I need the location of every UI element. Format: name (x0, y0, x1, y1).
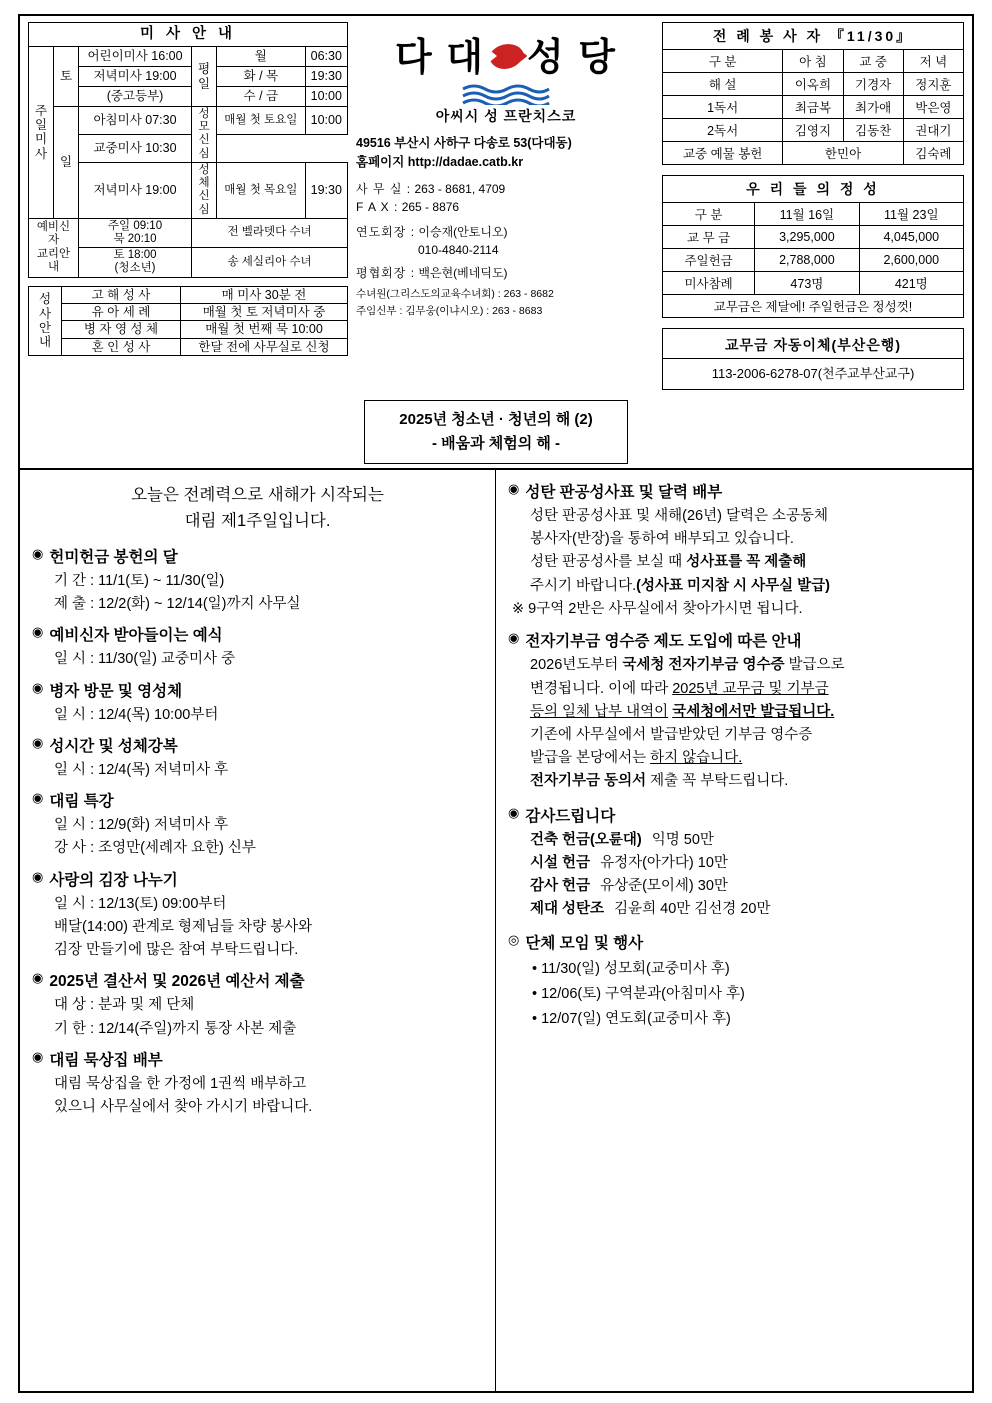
announcement-item (32, 623, 483, 671)
year-theme-line2: - 배움과 체험의 해 - (431, 435, 561, 452)
sacrament-desc: 매 미사 30분 전 (181, 286, 348, 303)
mass-row-header: 주 일 미 사 (29, 47, 54, 219)
bullet-icon: ◉ (32, 970, 44, 986)
liturgy-cell: 한민아 (783, 142, 903, 165)
bullet-icon: ◉ (32, 868, 44, 884)
header-area (20, 16, 972, 394)
liturgy-cell: 최금복 (783, 96, 843, 119)
homepage-line (356, 153, 656, 172)
parish-logo (356, 26, 656, 126)
year-theme-banner (20, 400, 972, 464)
announcement-item (32, 734, 483, 782)
event-text: 12/07(일) 연도회(교중미사 후) (541, 1011, 731, 1028)
sacrament-name: 병 자 영 성 체 (62, 321, 181, 338)
item-line-rich: 전자기부금 동의서 제출 꼭 부탁드립니다. (530, 773, 789, 790)
announcement-item (32, 545, 483, 616)
sacrament-name: 혼 인 성 사 (62, 338, 181, 355)
liturgy-cell: 기경자 (843, 73, 903, 96)
sacrament-name: 고 해 성 사 (62, 286, 181, 303)
catechumen-time-2: 토 18:00 (청소년) (79, 248, 192, 277)
sacrament-table (28, 286, 348, 357)
intro-text: 오늘은 전례력으로 새해가 시작되는 대림 제1주일입니다. (131, 486, 384, 531)
announcement-item (32, 868, 483, 963)
wed-fri-time: 10:00 (305, 87, 347, 107)
offering-cell: 421명 (859, 272, 963, 295)
offering-header: 11월 16일 (755, 203, 859, 226)
liturgy-cell: 최가애 (843, 96, 903, 119)
event-line: • 12/07(일) 연도회(교중미사 후) (532, 1011, 731, 1028)
donation-row (530, 852, 960, 875)
offering-cell: 2,788,000 (755, 249, 859, 272)
sacrament-desc: 매월 첫 토 저녁미사 중 (181, 304, 348, 321)
catechumen-person-2: 송 세실리아 수녀 (192, 248, 348, 277)
contact-value: 263 - 8683 (492, 304, 543, 317)
contact-label: 사 무 실 : (356, 181, 412, 196)
tue-thu-time: 19:30 (305, 67, 347, 87)
item-title: 예비신자 받아들이는 예식 (49, 627, 223, 645)
event-text: 12/06(토) 구역분과(아침미사 후) (541, 985, 745, 1002)
donation-who: 유상준(모이세) 30만 (600, 878, 728, 895)
monday-time: 06:30 (305, 47, 347, 67)
contact-value: 백은현(베네딕도) (418, 265, 508, 280)
announcement-item (508, 931, 960, 1032)
item-line: 있으니 사무실에서 찾아 가시기 바랍니다. (54, 1099, 313, 1116)
bullet-icon: ◉ (32, 679, 44, 695)
offering-cell: 473명 (755, 272, 859, 295)
bank-account: 113-2006-6278-07(천주교부산교구) (711, 366, 915, 381)
bullet-icon: ◉ (32, 545, 44, 561)
event-line: • 11/30(일) 성모회(교중미사 후) (532, 960, 730, 977)
announcement-item (508, 804, 960, 922)
contact-label: 평협회장 : (356, 265, 416, 280)
donation-row (530, 898, 960, 921)
offering-cell: 교 무 금 (663, 226, 755, 249)
contact-value: 이승재(안토니오) (418, 224, 508, 239)
monday-label: 월 (217, 47, 306, 67)
first-thursday-time: 19:30 (305, 162, 347, 218)
liturgy-cell: 박은영 (903, 96, 963, 119)
homepage-label: 홈페이지 (356, 154, 405, 169)
item-line: 대 상 : 분과 및 제 단체 (54, 997, 195, 1014)
first-saturday-label: 매월 첫 토요일 (217, 107, 306, 135)
right-tables-block (656, 22, 964, 390)
item-line: 제 출 : 12/2(화) ~ 12/14(일)까지 사무실 (54, 596, 301, 613)
item-title: 단체 모임 및 행사 (525, 935, 644, 953)
liturgy-cell: 김영지 (783, 119, 843, 142)
tue-thu-label: 화 / 목 (217, 67, 306, 87)
table-row (663, 249, 964, 272)
item-line: 일 시 : 12/13(토) 09:00부터 (54, 895, 227, 912)
contact-list (356, 180, 656, 320)
patron-saint: 아씨시 성 프란치스코 (435, 108, 577, 124)
item-note: ※ 9구역 2반은 사무실에서 찾아가시면 됩니다. (512, 600, 803, 617)
parish-address (356, 134, 656, 172)
event-line: • 12/06(토) 구역분과(아침미사 후) (532, 985, 745, 1002)
donation-kind: 시설 헌금 (530, 854, 591, 871)
contact-value: 010-4840-2114 (418, 243, 499, 258)
item-title: 대림 특강 (49, 793, 114, 811)
wed-fri-label: 수 / 금 (217, 87, 306, 107)
address-line: 49516 부산시 사하구 다송로 53(다대동) (356, 136, 572, 150)
item-line: 일 시 : 12/9(화) 저녁미사 후 (54, 817, 229, 834)
item-line: 기 한 : 12/14(주일)까지 통장 사본 제출 (54, 1020, 297, 1037)
item-line-rich: 변경됩니다. 이에 따라 2025년 교무금 및 기부금 (530, 680, 829, 697)
item-title: 전자기부금 영수증 제도 도입에 따른 안내 (525, 633, 802, 651)
item-title: 성시간 및 성체강복 (49, 737, 178, 755)
parish-identity-block (348, 22, 656, 390)
sacrament-desc: 한달 전에 사무실로 신청 (181, 338, 348, 355)
bullet-icon: ◉ (508, 481, 520, 496)
item-title: 병자 방문 및 영성체 (49, 682, 183, 700)
saturday-label: 토 (54, 47, 79, 107)
liturgy-cell: 교중 예물 봉헌 (663, 142, 783, 165)
offering-cell: 3,295,000 (755, 226, 859, 249)
first-thursday-label: 매월 첫 목요일 (217, 162, 306, 218)
liturgy-header: 구 분 (663, 50, 783, 73)
contact-row (356, 286, 656, 302)
contact-value: 263 - 8682 (503, 288, 554, 301)
item-title: 감사드립니다 (525, 807, 616, 825)
sacrament-label: 성 사 안 내 (29, 286, 62, 356)
sacrament-desc: 매월 첫 번째 묵 10:00 (181, 321, 348, 338)
liturgy-cell: 정지훈 (903, 73, 963, 96)
liturgy-header: 교 중 (843, 50, 903, 73)
left-announcements-column (20, 470, 496, 1391)
first-saturday-time-spacer (305, 134, 347, 162)
first-saturday-spacer (217, 134, 306, 162)
table-row (663, 272, 964, 295)
liturgy-title: 전 례 봉 사 자 『11/30』 (663, 23, 964, 50)
item-line-rich: 2026년도부터 국세청 전자기부금 영수증 발급으로 (530, 657, 845, 674)
bulletin-frame (18, 14, 974, 1393)
item-line: 일 시 : 11/30(일) 교중미사 중 (54, 651, 236, 668)
donation-who: 유정자(아가다) 10만 (600, 854, 728, 871)
bullet-icon: ◉ (32, 790, 44, 806)
child-mass: 어린이미사 16:00 (79, 47, 192, 67)
middle-high-note: (중고등부) (79, 87, 192, 107)
parish-name-line (395, 26, 617, 81)
parish-name-left: 다 대 (395, 37, 485, 79)
announcement-item (32, 679, 483, 727)
contact-row (356, 223, 656, 242)
item-line: 김장 만들기에 많은 참여 부탁드립니다. (54, 942, 299, 959)
liturgy-cell: 김숙례 (903, 142, 963, 165)
liturgy-header: 아 침 (783, 50, 843, 73)
contact-label: F A X : (356, 200, 399, 215)
item-title: 2025년 결산서 및 2026년 예산서 제출 (49, 973, 305, 991)
sacrament-name: 유 아 세 례 (62, 304, 181, 321)
contact-value: 263 - 8681, 4709 (414, 181, 506, 196)
morning-mass: 아침미사 07:30 (79, 107, 192, 135)
bank-title: 교무금 자동이체(부산은행) (663, 332, 963, 359)
catechumen-label: 예비신자 교리안내 (29, 218, 79, 277)
contact-label: 수녀원(그리스도의교육수녀회) : (356, 288, 501, 301)
donation-row (530, 875, 960, 898)
event-text: 11/30(일) 성모회(교중미사 후) (541, 960, 730, 977)
announcement-item (32, 789, 483, 860)
announcement-item (32, 1048, 483, 1119)
item-line: 일 시 : 12/4(목) 저녁미사 후 (54, 761, 229, 778)
offering-table (662, 175, 964, 318)
contact-row (356, 198, 656, 217)
offering-cell: 2,600,000 (859, 249, 963, 272)
mass-table-title: 미 사 안 내 (29, 23, 348, 47)
announcements-area (20, 468, 972, 1391)
table-row (663, 226, 964, 249)
bullet-icon: ◉ (32, 624, 44, 640)
item-line-rich: 등의 일체 납부 내역이 국세청에서만 발급됩니다. (530, 703, 835, 720)
sat-evening-mass: 저녁미사 19:00 (79, 67, 192, 87)
right-announcements-column (496, 470, 972, 1391)
liturgy-cell: 1독서 (663, 96, 783, 119)
fish-icon (485, 36, 527, 74)
catechumen-person-1: 전 벨라뎃다 수녀 (192, 218, 348, 247)
announcement-item (508, 629, 960, 793)
announcement-item (508, 480, 960, 621)
donation-kind: 제대 성탄조 (530, 901, 605, 918)
gyojung-mass: 교중미사 10:30 (79, 134, 192, 162)
announcement-item (32, 969, 483, 1040)
bullet-icon: ◉ (32, 734, 44, 750)
offering-cell: 4,045,000 (859, 226, 963, 249)
offering-cell: 미사참례 (663, 272, 755, 295)
liturgy-cell: 권대기 (903, 119, 963, 142)
item-title: 사랑의 김장 나누기 (49, 871, 178, 889)
item-line: 일 시 : 12/4(목) 10:00부터 (54, 706, 219, 723)
offering-header: 구 분 (663, 203, 755, 226)
bullet-icon: ◉ (32, 1048, 44, 1064)
waves-icon (461, 83, 551, 105)
offering-cell: 주일헌금 (663, 249, 755, 272)
item-line: 배달(14:00) 관계로 형제님들 차량 봉사와 (54, 918, 313, 935)
item-line-rich: 주시기 바랍니다.(성사표 미지참 시 사무실 발급) (530, 577, 830, 594)
contact-label: 주임신부 : 김무웅(이냐시오) : (356, 304, 490, 317)
donation-who: 익명 50만 (651, 831, 714, 848)
liturgy-cell: 해 설 (663, 73, 783, 96)
contact-row (418, 241, 656, 260)
item-line: 기 간 : 11/1(토) ~ 11/30(일) (54, 572, 225, 589)
offering-title: 우 리 들 의 정 성 (663, 176, 964, 203)
evening-mass: 저녁미사 19:00 (79, 162, 192, 218)
donation-kind: 건축 헌금(오륜대) (530, 831, 642, 848)
bullet-icon: ◉ (508, 630, 520, 646)
item-title: 대림 묵상집 배부 (49, 1051, 163, 1069)
table-row (663, 96, 964, 119)
year-theme-line1: 2025년 청소년 · 청년의 해 (2) (399, 411, 593, 428)
catechumen-time-1: 주일 09:10 묵 20:10 (79, 218, 192, 247)
table-row (663, 142, 964, 165)
bank-transfer-box (662, 328, 964, 390)
eucharist-devotion-label: 성체 신심 (192, 162, 217, 218)
item-title: 헌미헌금 봉헌의 달 (49, 548, 178, 566)
item-line: 대림 묵상집을 한 가정에 1권씩 배부하고 (54, 1075, 307, 1092)
item-line: 성탄 판공성사표 및 새해(26년) 달력은 소공동체 (530, 508, 829, 525)
offering-note: 교무금은 제달에! 주일헌금은 정성껏! (663, 295, 964, 318)
contact-row (356, 303, 656, 319)
parish-name-right: 성 당 (527, 37, 617, 79)
mass-info-block (28, 22, 348, 390)
item-title: 성탄 판공성사표 및 달력 배부 (525, 484, 723, 501)
donation-row (530, 829, 960, 852)
contact-label: 연도회장 : (356, 224, 416, 239)
item-line-rich: 기존에 사무실에서 발급받았던 기부금 영수증 (530, 727, 813, 744)
contact-value: 265 - 8876 (401, 200, 460, 215)
donation-kind: 감사 헌금 (530, 878, 591, 895)
offering-header: 11월 23일 (859, 203, 963, 226)
donation-who: 김윤희 40만 김선경 20만 (614, 901, 771, 918)
liturgy-cell: 김동찬 (843, 119, 903, 142)
first-saturday-time: 10:00 (305, 107, 347, 135)
item-line: 봉사자(반장)을 통하여 배부되고 있습니다. (530, 531, 794, 548)
item-line-rich: 발급을 본당에서는 하지 않습니다. (530, 750, 743, 767)
sunday-label: 일 (54, 107, 79, 219)
table-row (663, 73, 964, 96)
weekday-header: 평 일 (192, 47, 217, 107)
marian-devotion-label: 성모 신심 (192, 107, 217, 163)
item-line: 강 사 : 조영만(세례자 요한) 신부 (54, 840, 256, 857)
liturgy-cell: 2독서 (663, 119, 783, 142)
mass-schedule-table (28, 22, 348, 278)
homepage-url[interactable]: http://dadae.catb.kr (407, 154, 524, 169)
table-row (663, 119, 964, 142)
liturgy-server-table (662, 22, 964, 165)
bullet-icon: ◉ (508, 804, 520, 820)
liturgy-header: 저 녁 (903, 50, 963, 73)
contact-row (356, 264, 656, 283)
item-line-rich: 성탄 판공성사를 보실 때 성사표를 꼭 제출해 (530, 554, 807, 571)
contact-row (356, 180, 656, 199)
liturgy-cell: 이옥희 (783, 73, 843, 96)
bullet-icon: ◎ (508, 932, 520, 948)
